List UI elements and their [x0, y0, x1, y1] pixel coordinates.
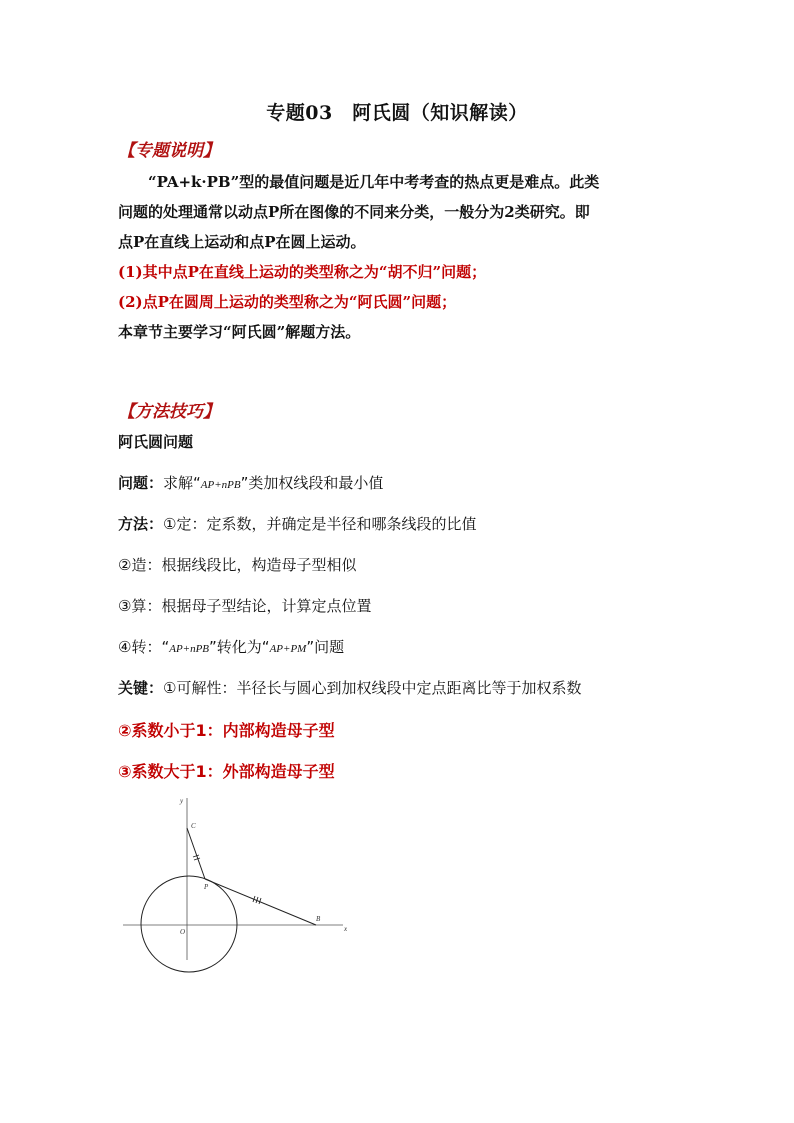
method-line-2: ②造：根据线段比，构造母子型相似 [118, 556, 357, 574]
description-line-1: “PA+k·PB”型的最值问题是近几年中考考查的热点更是难点。此类 [148, 173, 600, 191]
tick-marks-cp [193, 855, 200, 860]
method-4-math2: AP+PM [269, 643, 307, 655]
section-heading-description: 【专题说明】 [118, 141, 220, 161]
geometry-diagram [118, 790, 358, 980]
method-1: ①定：定系数，并确定是半径和哪条线段的比值 [163, 515, 477, 533]
problem-line [118, 472, 383, 493]
method-4-math1: AP+nPB [169, 643, 210, 655]
label-c: C [191, 822, 196, 830]
description-line-4: (1)其中点P在直线上运动的类型称之为“胡不归”问题； [118, 263, 487, 281]
method-line-1 [118, 513, 476, 534]
label-x: x [344, 925, 348, 933]
description-line-3: 点P在直线上运动和点P在圆上运动。 [118, 233, 366, 251]
key-line-2: ②系数小于1：内部构造母子型 [118, 721, 335, 740]
problem-pre: 求解“ [163, 474, 201, 492]
circle-o [141, 876, 237, 972]
method-4-pre: ④转：“ [118, 638, 170, 656]
subheading-text: 阿氏圆问题 [118, 433, 194, 451]
description-line-6: 本章节主要学习“阿氏圆”解题方法。 [118, 323, 361, 341]
label-o: O [180, 928, 186, 936]
segment-pb [205, 879, 316, 925]
key-1: ①可解性：半径长与圆心到加权线段中定点距离比等于加权系数 [163, 679, 582, 697]
key-line-3: ③系数大于1：外部构造母子型 [118, 762, 335, 781]
method-line-4 [118, 636, 344, 657]
segment-cp [187, 828, 205, 879]
method-4-post: ”问题 [306, 638, 345, 656]
subheading [118, 431, 193, 452]
method-line-3: ③算：根据母子型结论，计算定点位置 [118, 597, 372, 615]
problem-post: ”类加权线段和最小值 [240, 474, 384, 492]
description-line-5: (2)点P在圆周上运动的类型称之为“阿氏圆”问题； [118, 293, 457, 311]
label-y: y [180, 797, 184, 805]
key-label: 关键： [118, 679, 164, 697]
method-4-mid: ”转化为“ [209, 638, 270, 656]
page-title: 专题03 阿氏圆（知识解读） [266, 102, 528, 124]
label-p: P [204, 883, 209, 891]
section-heading-methods: 【方法技巧】 [118, 402, 220, 422]
key-line-1 [118, 677, 581, 698]
label-b: B [316, 915, 321, 923]
method-label: 方法： [118, 515, 164, 533]
problem-math: AP+nPB [200, 479, 241, 491]
problem-label: 问题： [118, 474, 164, 492]
description-paragraph [118, 167, 678, 347]
tick-marks-pb [253, 896, 261, 904]
description-line-2: 问题的处理通常以动点P所在图像的不同来分类，一般分为2类研究。即 [118, 203, 590, 221]
